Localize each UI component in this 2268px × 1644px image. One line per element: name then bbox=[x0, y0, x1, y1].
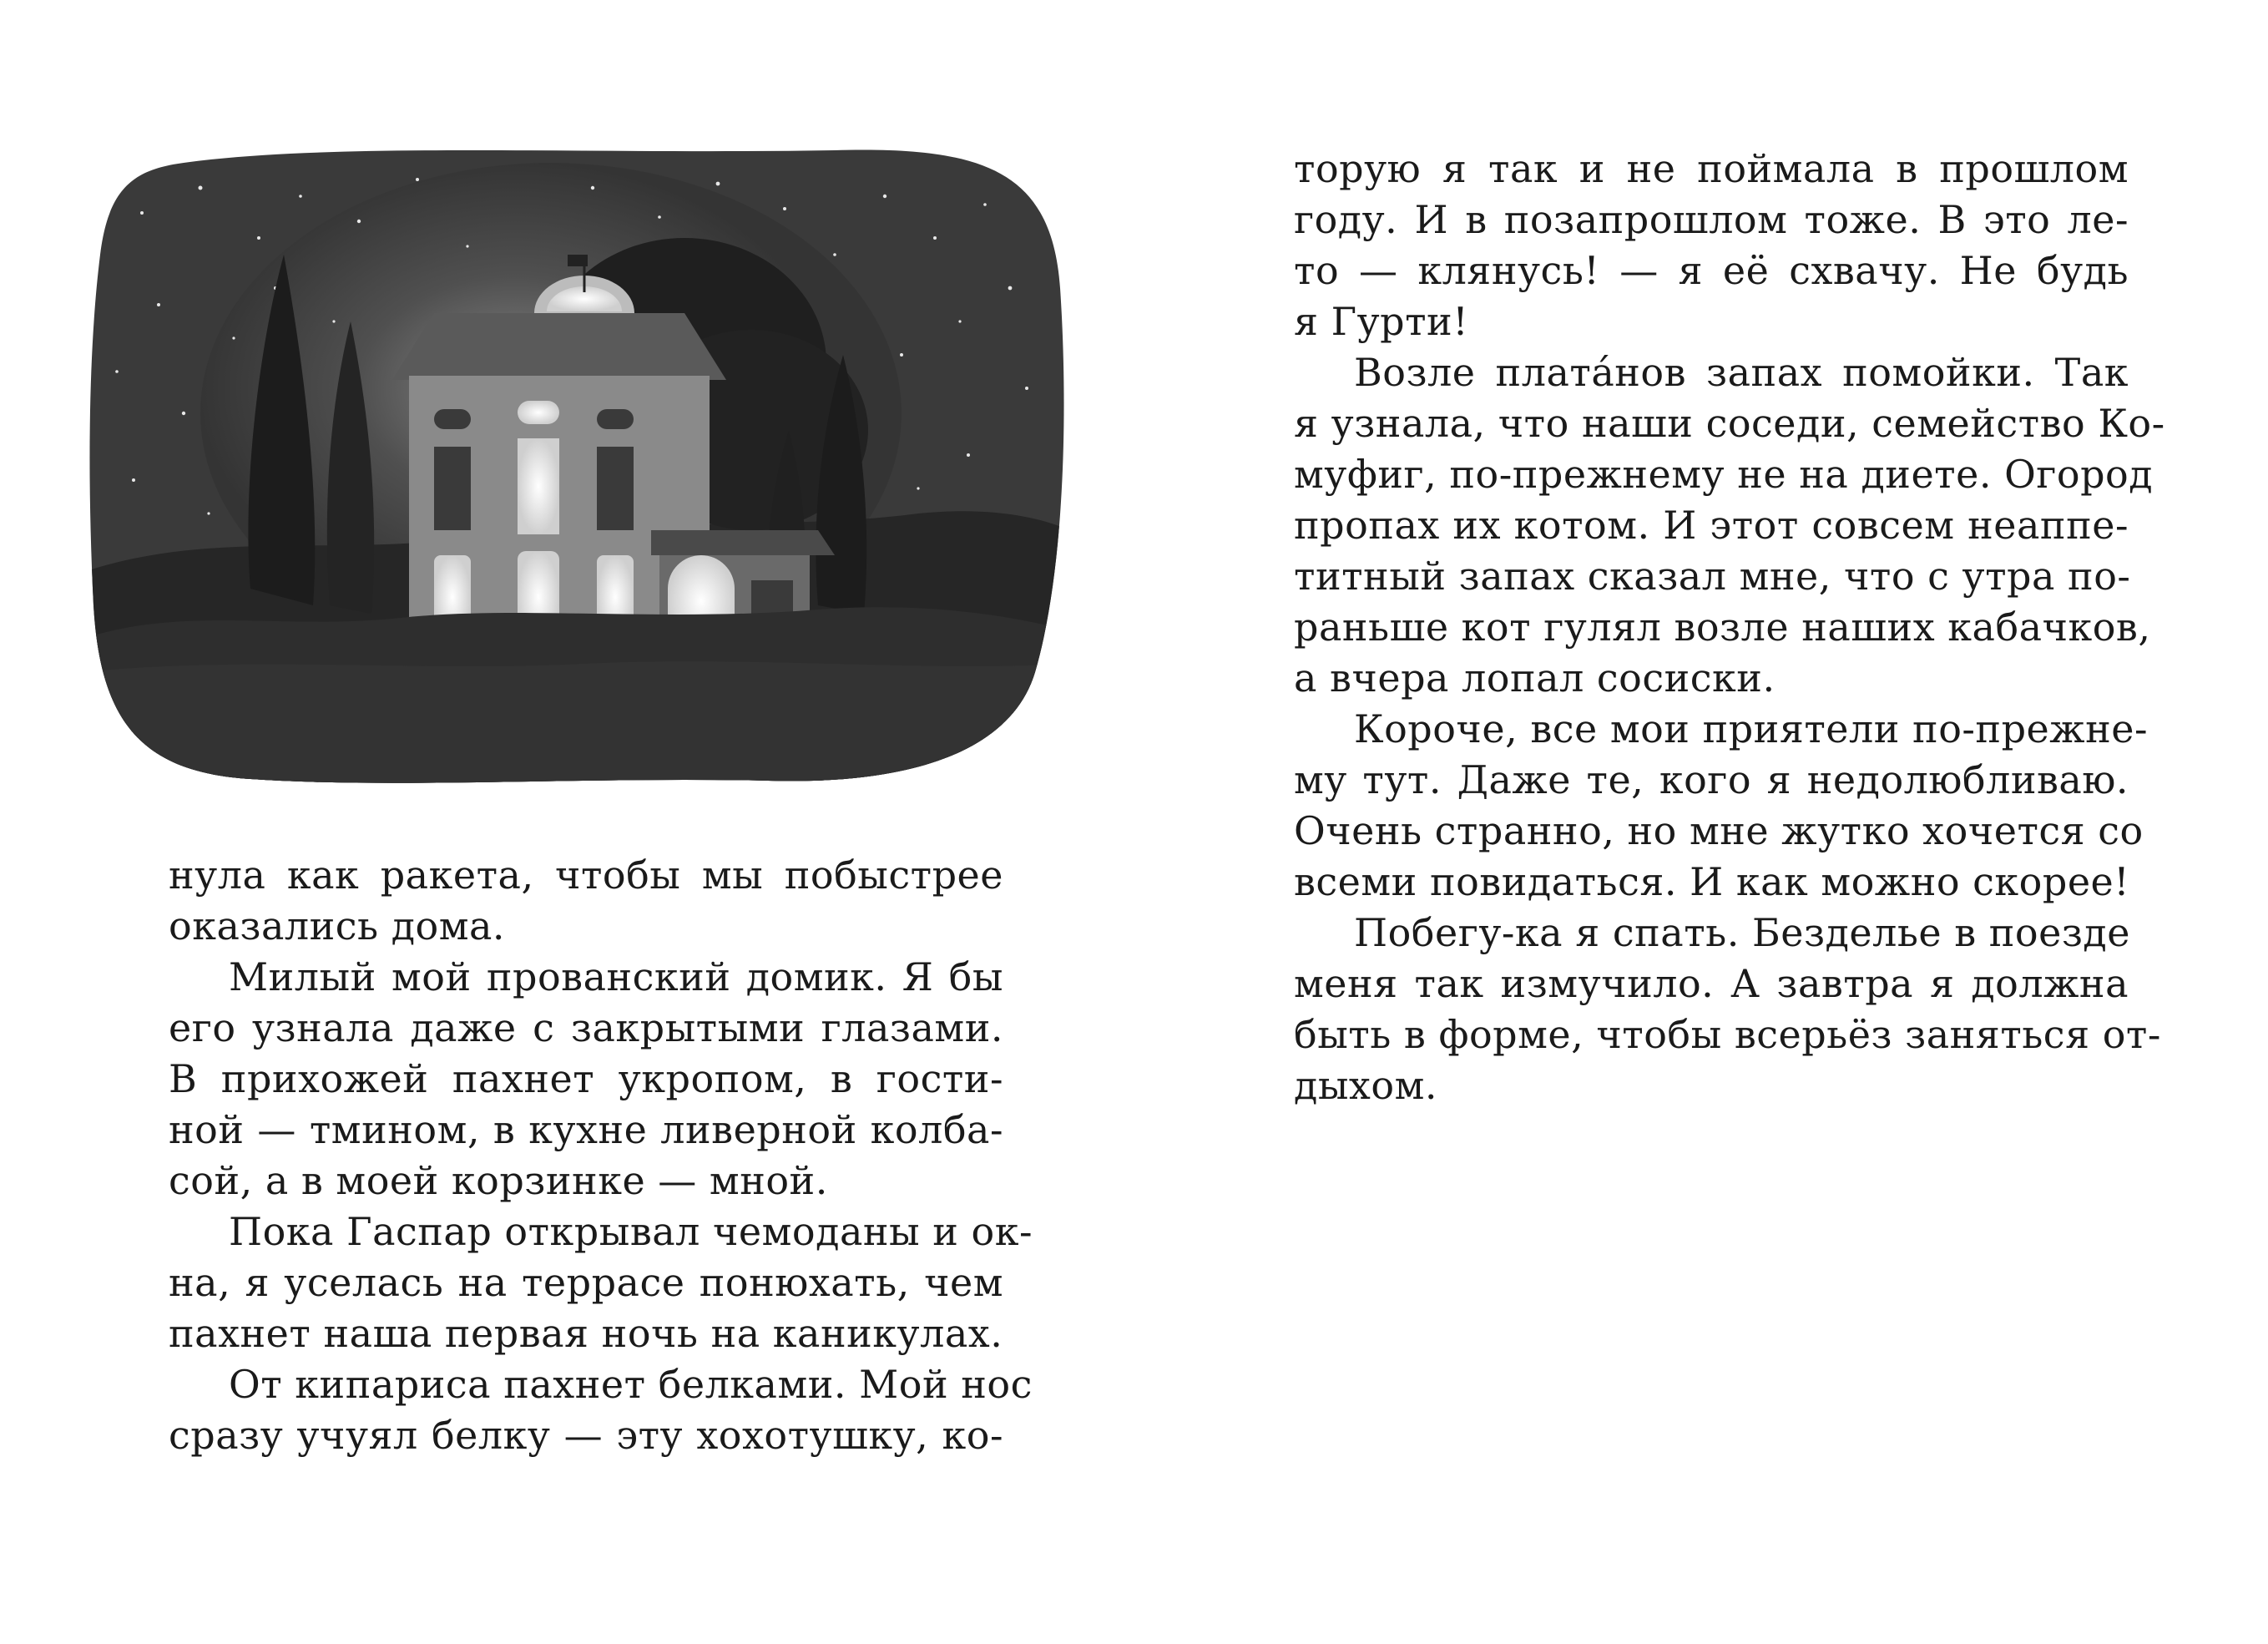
text-line: ной — тмином, в кухне ливерной колба- bbox=[169, 1107, 1003, 1152]
text-line: В прихожей пахнет укропом, в гости- bbox=[169, 1056, 1003, 1101]
text-line: Возле плата́нов запах помойки. Так bbox=[1354, 350, 2129, 395]
text-line: а вчера лопал сосиски. bbox=[1294, 655, 1776, 701]
text-line: му тут. Даже те, кого я недолюбливаю. bbox=[1294, 757, 2129, 802]
text-line: Пока Гаспар открывал чемоданы и ок- bbox=[229, 1209, 1033, 1254]
text-line: то — клянусь! — я её схвачу. Не будь bbox=[1294, 248, 2129, 293]
right-page-text bbox=[1294, 144, 2165, 1111]
text-line: раньше кот гулял возле наших кабачков, bbox=[1294, 604, 2151, 650]
text-line: нула как ракета, чтобы мы побыстрее bbox=[169, 852, 1003, 898]
text-line: я узнала, что наши соседи, семейство Ко- bbox=[1294, 401, 2165, 446]
text-line: году. И в позапрошлом тоже. В это ле- bbox=[1294, 197, 2129, 242]
text-line: пропах их котом. И этот совсем неаппе- bbox=[1294, 503, 2129, 548]
left-page-text bbox=[169, 850, 1033, 1461]
text-line: я Гурти! bbox=[1294, 299, 1469, 344]
text-line: Милый мой прованский домик. Я бы bbox=[229, 954, 1003, 999]
text-line: оказались дома. bbox=[169, 903, 506, 948]
text-line: пахнет наша первая ночь на каникулах. bbox=[169, 1311, 1003, 1356]
text-line: От кипариса пахнет белками. Мой нос bbox=[229, 1362, 1033, 1407]
text-line: Побегу-ка я спать. Безделье в поезде bbox=[1354, 910, 2130, 955]
text-line: муфиг, по-прежнему не на диете. Огород bbox=[1294, 452, 2154, 497]
text-line: меня так измучило. А завтра я должна bbox=[1294, 961, 2129, 1006]
text-line: его узнала даже с закрытыми глазами. bbox=[169, 1005, 1003, 1050]
illustration-svg bbox=[83, 138, 1068, 789]
text-line: дыхом. bbox=[1294, 1063, 1437, 1108]
text-line: сразу учуял белку — эту хохотушку, ко- bbox=[169, 1413, 1003, 1458]
text-line: торую я так и не поймала в прошлом bbox=[1294, 146, 2129, 191]
text-line: на, я уселась на террасе понюхать, чем bbox=[169, 1260, 1003, 1305]
right-page bbox=[1134, 0, 2268, 1644]
night-house-illustration bbox=[83, 138, 1068, 789]
text-line: Очень странно, но мне жутко хочется со bbox=[1294, 808, 2144, 853]
text-line: титный запах сказал мне, что с утра по- bbox=[1294, 554, 2131, 599]
text-line: Короче, все мои приятели по-прежне- bbox=[1354, 706, 2148, 751]
text-line: быть в форме, чтобы всерьёз заняться от- bbox=[1294, 1012, 2161, 1057]
text-line: сой, а в моей корзинке — мной. bbox=[169, 1158, 828, 1203]
text-line: всеми повидаться. И как можно скорее! bbox=[1294, 859, 2130, 904]
